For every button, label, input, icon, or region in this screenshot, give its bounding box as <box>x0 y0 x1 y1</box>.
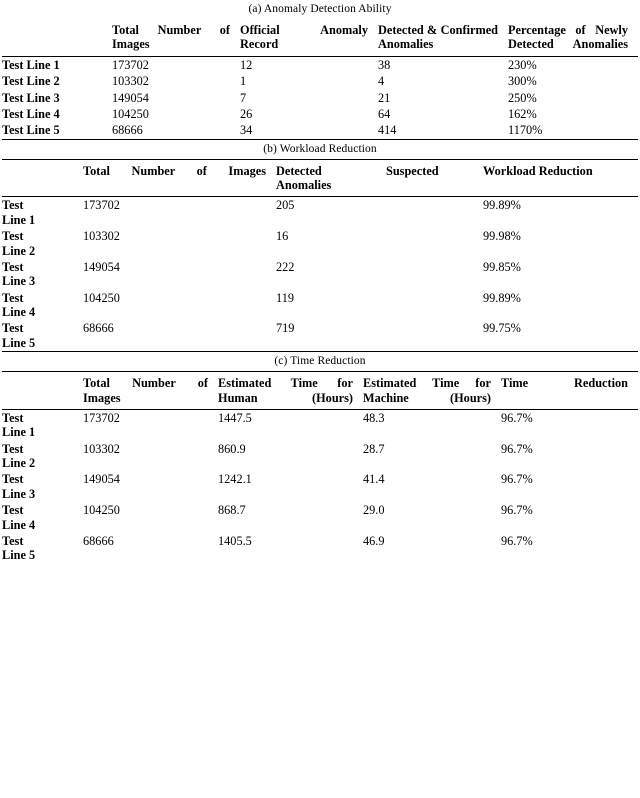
table-c-row-3-cell-1: 104250 <box>83 503 120 518</box>
table-a-header-row <box>2 19 638 56</box>
table-a-row-2-cell-1: 149054 <box>112 90 149 105</box>
table-row <box>2 90 638 106</box>
table-a-row-0-cell-2: 12 <box>240 56 378 73</box>
table-b-row-0-cell-1: 173702 <box>83 197 276 228</box>
table-a-row-0-label: Test Line 1 <box>2 56 112 73</box>
table-b-header-cell-0 <box>2 160 83 197</box>
table-b-row-3-cell-4: 99.89% <box>483 290 521 305</box>
table-b-row-3-label: Test Line 4 <box>2 290 36 319</box>
table-a-row-0-cell-3: 38 <box>378 56 508 73</box>
table-b-row-0-cell-4: 99.89% <box>483 197 638 228</box>
table-c-row-4-cell-3: 46.9 <box>363 533 385 548</box>
table-a-header-cell-3: Detected & Confirmed Anomalies <box>378 23 498 52</box>
table-a-wrapper <box>2 19 638 140</box>
table-c-row-2-label: Test Line 3 <box>2 472 36 501</box>
table-a-row-4-label: Test Line 5 <box>2 123 60 138</box>
table-c-row-3-label: Test Line 4 <box>2 503 36 532</box>
table-b-row-3-cell-3 <box>386 290 483 321</box>
table-row <box>2 122 638 139</box>
table-row <box>2 533 638 564</box>
table-b-row-0-label: Test Line 1 <box>2 197 83 228</box>
table-b-header-cell-2: Detected Anomalies <box>276 163 332 192</box>
table-b-row-0-cell-3 <box>386 197 483 228</box>
table-c-row-3-cell-2: 868.7 <box>218 503 246 518</box>
table-c-row-3-cell-4: 96.7% <box>501 503 533 518</box>
table-c-row-4-cell-2: 1405.5 <box>218 533 252 548</box>
table-c-row-0-cell-3: 48.3 <box>363 409 501 440</box>
table-a-row-3-cell-2: 26 <box>240 106 253 121</box>
table-c-row-4-cell-4: 96.7% <box>501 533 533 548</box>
table-c-header-row <box>2 372 638 409</box>
table-b-header-cell-3: Suspected <box>386 163 439 178</box>
table-b-row-1-label: Test Line 2 <box>2 229 36 258</box>
table-b-row-4-cell-3 <box>386 320 483 351</box>
table-b-row-4-cell-1: 68666 <box>83 321 114 336</box>
table-row <box>2 502 638 533</box>
table-b-row-1-cell-3 <box>386 228 483 259</box>
table-c-row-2-cell-1: 149054 <box>83 472 120 487</box>
table-a-row-1-cell-1: 103302 <box>112 74 149 89</box>
table-b-header-cell-1: Total Number of Images <box>83 163 266 178</box>
table-b-row-4-cell-2: 719 <box>276 321 295 336</box>
table-row <box>2 441 638 472</box>
table-row <box>2 409 638 440</box>
table-row <box>2 259 638 290</box>
table-b-row-1-cell-2: 16 <box>276 229 289 244</box>
table-a-row-1-cell-4: 300% <box>508 74 537 89</box>
table-b-wrapper <box>2 159 638 353</box>
table-a-header-cell-0 <box>2 19 112 56</box>
table-b-row-3-cell-1: 104250 <box>83 290 120 305</box>
table-b-header-cell-4: Workload Reduction <box>483 163 593 178</box>
table-c-header-cell-1: Total Number of Images <box>83 376 208 405</box>
table-a-row-2-cell-4: 250% <box>508 90 537 105</box>
table-a-row-1-cell-3: 4 <box>378 74 385 89</box>
table-row <box>2 106 638 122</box>
table-c-row-0-cell-4: 96.7% <box>501 409 638 440</box>
table-c-header-cell-4: Time Reduction <box>501 376 628 391</box>
table-c-header-cell-3: Estimated Time for Machine (Hours) <box>363 376 491 405</box>
table-c-row-1-label: Test Line 2 <box>2 441 36 470</box>
table-row <box>2 56 638 73</box>
table-a-header-cell-1: Total Number of Images <box>112 23 230 52</box>
table-time-reduction <box>2 371 638 564</box>
table-c-row-0-cell-2: 1447.5 <box>218 409 363 440</box>
table-a-row-4-cell-2: 34 <box>240 123 253 138</box>
table-c-row-2-cell-4: 96.7% <box>501 472 533 487</box>
table-a-row-3-label: Test Line 4 <box>2 106 60 121</box>
table-c-header-cell-0 <box>2 372 83 409</box>
table-a-row-3-cell-3: 64 <box>378 106 391 121</box>
table-b-row-2-cell-4: 99.85% <box>483 259 521 274</box>
table-row <box>2 320 638 351</box>
table-b-row-1-cell-1: 103302 <box>83 229 120 244</box>
table-a-header-cell-4: Percentage of Newly Detected Anomalies <box>508 23 628 52</box>
table-c-header-cell-2: Estimated Time for Human (Hours) <box>218 376 353 405</box>
table-b-row-0-cell-2: 205 <box>276 197 386 228</box>
table-b-row-2-cell-3 <box>386 259 483 290</box>
table-a-row-0-cell-1: 173702 <box>112 56 240 73</box>
table-c-wrapper <box>2 371 638 564</box>
table-c-row-1-cell-1: 103302 <box>83 441 120 456</box>
table-b-row-3-cell-2: 119 <box>276 290 294 305</box>
table-anomaly-detection-ability <box>2 19 638 140</box>
table-b-header-row <box>2 160 638 197</box>
table-c-row-1-cell-3: 28.7 <box>363 441 385 456</box>
table-row <box>2 228 638 259</box>
table-c-row-2-cell-2: 1242.1 <box>218 472 252 487</box>
table-c-row-2-cell-3: 41.4 <box>363 472 385 487</box>
table-b-row-1-cell-4: 99.98% <box>483 229 521 244</box>
table-row <box>2 290 638 321</box>
table-a-row-2-cell-3: 21 <box>378 90 391 105</box>
table-a-row-4-cell-1: 68666 <box>112 123 143 138</box>
table-b-row-4-cell-4: 99.75% <box>483 321 521 336</box>
table-a-row-1-label: Test Line 2 <box>2 74 60 89</box>
table-a-row-2-cell-2: 7 <box>240 90 247 105</box>
table-a-row-3-cell-4: 162% <box>508 106 537 121</box>
table-c-row-1-cell-2: 860.9 <box>218 441 246 456</box>
table-c-row-4-label: Test Line 5 <box>2 533 36 563</box>
table-a-row-4-cell-4: 1170% <box>508 123 543 138</box>
table-c-row-1-cell-4: 96.7% <box>501 441 533 456</box>
table-a-caption: (a) Anomaly Detection Ability <box>248 3 392 15</box>
table-a-row-4-cell-3: 414 <box>378 123 397 138</box>
table-b-caption: (b) Workload Reduction <box>263 142 377 155</box>
table-a-row-1-cell-2: 1 <box>240 74 247 89</box>
table-c-caption: (c) Time Reduction <box>274 355 366 368</box>
table-c-row-4-cell-1: 68666 <box>83 533 114 548</box>
table-a-row-0-cell-4: 230% <box>508 56 638 73</box>
table-a-row-2-label: Test Line 3 <box>2 90 60 105</box>
table-c-row-0-cell-1: 173702 <box>83 409 218 440</box>
table-c-row-0-label: Test Line 1 <box>2 409 83 440</box>
table-b-row-2-cell-1: 149054 <box>83 259 120 274</box>
table-workload-reduction <box>2 159 638 353</box>
table-row <box>2 73 638 89</box>
table-c-row-3-cell-3: 29.0 <box>363 503 385 518</box>
table-row <box>2 471 638 502</box>
table-a-header-cell-2: Official Anomaly Record <box>240 23 368 52</box>
table-b-row-2-label: Test Line 3 <box>2 259 36 289</box>
table-b-row-4-label: Test Line 5 <box>2 321 36 350</box>
table-row <box>2 197 638 228</box>
table-a-row-3-cell-1: 104250 <box>112 106 149 121</box>
table-b-row-2-cell-2: 222 <box>276 259 295 274</box>
